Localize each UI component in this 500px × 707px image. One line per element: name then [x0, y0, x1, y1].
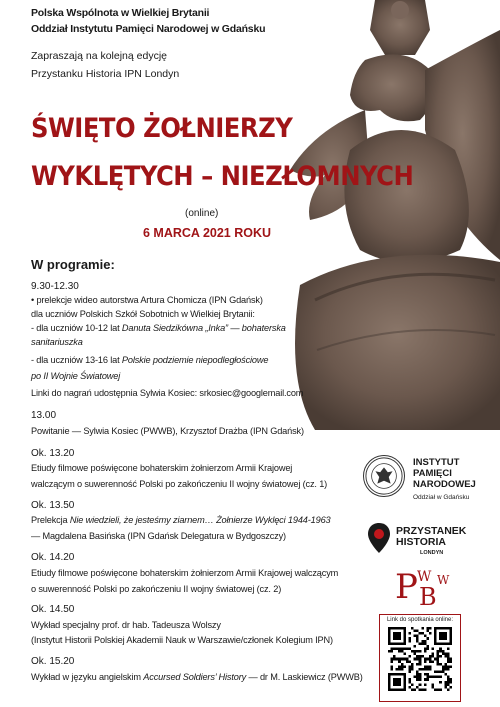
qr-code-icon[interactable] [388, 627, 452, 691]
program-line-italic: Accursed Soldiers’ History [143, 672, 247, 682]
program-line [31, 515, 331, 525]
pwwb-logo [395, 567, 455, 609]
program-line: walczącym o suwerenność Polski po zakończeniu II wojny światowej (cz. 1) [31, 479, 328, 489]
program-line [31, 355, 268, 365]
pwwb-letter-p: P [395, 567, 418, 607]
program-time: Ok. 14.20 [31, 552, 75, 563]
ph-name [396, 526, 466, 548]
program-time: 9.30-12.30 [31, 281, 79, 292]
program-line: Linki do nagrań udostępnia Sylwia Kosiec: srkosiec@googlemail.com [31, 388, 304, 398]
eagle-emblem-image [255, 0, 500, 430]
program-line [31, 672, 363, 682]
page-title-line-1: ŚWIĘTO ŻOŁNIERZY [31, 113, 293, 144]
program-line-italic: Danuta Siedzikówna „Inka” — bohaterska [121, 323, 286, 333]
program-line: Wykład specjalny prof. dr hab. Tadeusza Wolszy [31, 620, 221, 630]
program-time: Ok. 13.50 [31, 500, 75, 511]
program-line: Etiudy filmowe poświęcone bohaterskim żołnierzom Armii Krajowej walczącym [31, 568, 339, 578]
przystanek-historia-logo [368, 523, 496, 559]
ipn-name-line-1: INSTYTUT [413, 457, 460, 468]
program-line: • prelekcje wideo autorstwa Artura Chomicza (IPN Gdańsk) [31, 295, 263, 305]
location-pin-icon [368, 523, 390, 553]
ipn-name-line-2: PAMIĘCI [413, 468, 452, 479]
program-time: Ok. 14.50 [31, 604, 75, 615]
ipn-seal-icon [363, 455, 405, 497]
qr-label: Link do spotkania online: [386, 617, 454, 623]
program-time: Ok. 15.20 [31, 656, 75, 667]
program-line-text: Prelekcja [31, 515, 70, 525]
ph-name-line-1: PRZYSTANEK [396, 525, 467, 537]
invite-line-1: Zapraszają na kolejną edycję [31, 50, 167, 62]
invite-line-2: Przystanku Historia IPN Londyn [31, 68, 180, 80]
pwwb-letter-b: B [419, 583, 437, 611]
ipn-name-line-3: NARODOWEJ [413, 479, 476, 490]
pwwb-letter-w1: W [417, 569, 432, 585]
ph-city: LONDYN [420, 550, 444, 556]
ipn-name [413, 457, 476, 490]
ipn-branch: Oddział w Gdańsku [413, 494, 470, 501]
program-line [31, 371, 120, 381]
program-line-italic: Polskie podziemie niepodległościowe [121, 355, 269, 365]
program-line-italic: po II Wojnie Światowej [31, 371, 121, 381]
program-line-italic: Nie wiedzieli, że jesteśmy ziarnem… Żołnierze Wyklęci 1944-1963 [69, 515, 331, 525]
program-line: — Magdalena Basińska (IPN Gdańsk Delegatura w Bydgoszczy) [31, 531, 286, 541]
program-line [31, 337, 83, 347]
program-line: (Instytut Historii Polskiej Akademii Nauk w Warszawie/członek Kolegium IPN) [31, 635, 333, 645]
ipn-logo [363, 455, 493, 505]
program-line-text: - dla uczniów 10-12 lat [31, 323, 122, 333]
program-line: dla uczniów Polskich Szkół Sobotnich w Wielkiej Brytanii: [31, 309, 255, 319]
online-link-qr-box [379, 614, 461, 702]
program-line: Etiudy filmowe poświęcone bohaterskim żołnierzom Armii Krajowej [31, 463, 293, 473]
program-line-text: - dla uczniów 13-16 lat [31, 355, 122, 365]
program-line: o suwerenność Polski po zakończeniu II wojny światowej (cz. 2) [31, 584, 282, 594]
program-line [31, 323, 286, 333]
pwwb-letter-w2: W [437, 573, 450, 587]
event-date: 6 MARCA 2021 ROKU [143, 226, 272, 240]
program-line-text: Wykład w języku angielskim [31, 672, 144, 682]
program-line-italic: sanitariuszka [31, 337, 83, 347]
page-title-line-2: WYKLĘTYCH – NIEZŁOMNYCH [31, 161, 414, 192]
organizer-2: Oddział Instytutu Pamięci Narodowej w Gdańsku [31, 23, 266, 35]
ph-name-line-2: HISTORIA [396, 536, 446, 548]
program-heading: W programie: [31, 257, 115, 272]
program-time: Ok. 13.20 [31, 448, 75, 459]
program-line-text: — dr M. Laskiewicz (PWWB) [246, 672, 363, 682]
organizer-1: Polska Wspólnota w Wielkiej Brytanii [31, 7, 210, 19]
online-label: (online) [185, 208, 219, 219]
program-time: 13.00 [31, 410, 57, 421]
program-line: Powitanie — Sylwia Kosiec (PWWB), Krzysztof Drażba (IPN Gdańsk) [31, 426, 304, 436]
